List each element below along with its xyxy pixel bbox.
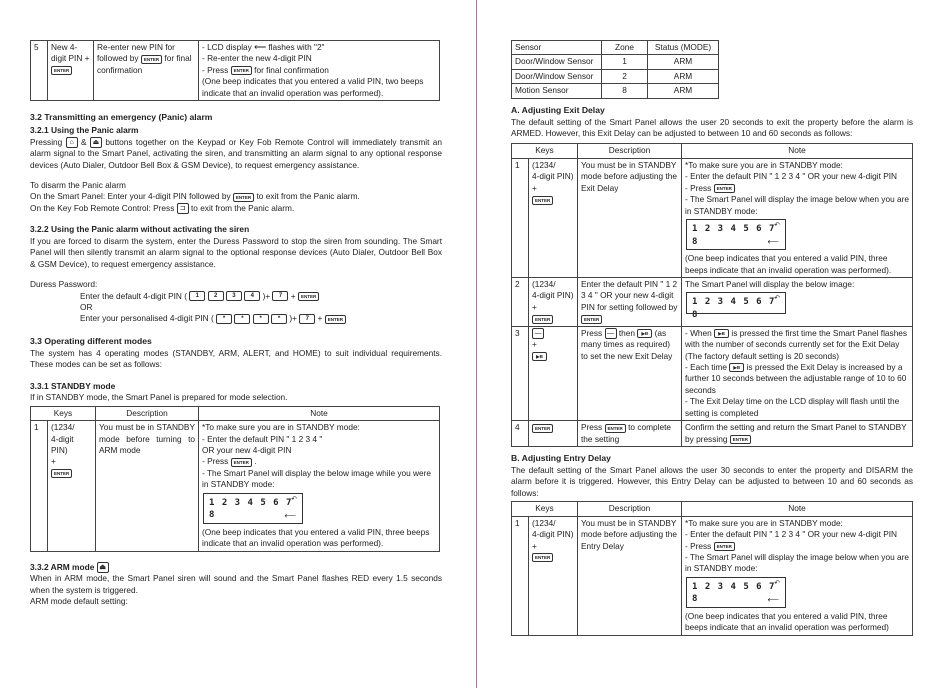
step-keys: New 4-digit PIN + ENTER xyxy=(48,41,94,101)
key-icon: ↶ xyxy=(774,579,780,587)
lcd-display: 1 2 3 4 5 6 7 8 ↶ ⟵ xyxy=(686,219,786,250)
enter-key-icon: ENTER xyxy=(532,315,553,324)
section-title: 3.2 Transmitting an emergency (Panic) alarm xyxy=(30,112,213,123)
unlock-key-icon: ⊐ xyxy=(177,203,189,214)
step-note: *To make sure you are in STANDBY mode: - Enter the default PIN " 1 2 3 4 " OR your new 4-digit PIN - Press ENTER - The Smart Panel will display the image below when you are in STANDBY mode: 1 2 3 4 5 6 7 8 ↶ ⟵ (One beep indicates that you entered a valid PIN, three beeps indicate that an invalid operation was performed) xyxy=(682,516,913,635)
header-sensor: Sensor xyxy=(512,41,602,55)
table-row xyxy=(31,421,440,552)
table-row xyxy=(31,41,440,101)
function-key-icon: — xyxy=(532,328,544,339)
paragraph: If in STANDBY mode, the Smart Panel is prepared for mode selection. xyxy=(30,392,288,403)
paragraph: To disarm the Panic alarm xyxy=(30,179,126,190)
section-title: 3.3 Operating different modes xyxy=(30,335,152,346)
table-row: 1 (1234/ 4-digit PIN) + ENTER You must be in STANDBY mode before adjusting the Entry Delay *To make sure you are in STANDBY mode: - Enter the default PIN " 1 2 3 4 " OR your new 4-digit PIN - Press ENTER - The Smart Panel will display the image below when you are in STANDBY mode: 1 2 3 4 5 6 7 8 ↶ ⟵ (One beep indicates that you entered a valid PIN, three beeps indicate that an invalid operation was performed) xyxy=(512,516,913,635)
arrow-icon: ⟵ xyxy=(254,42,267,52)
keypad-key: * xyxy=(253,314,269,324)
left-page xyxy=(30,0,442,688)
home-key-icon: ⌂ xyxy=(66,137,78,148)
keypad-key: 1 xyxy=(189,291,205,301)
header-description: Description xyxy=(96,406,199,420)
arrow-icon: ⟵ xyxy=(767,237,779,247)
enter-key-icon: ENTER xyxy=(532,553,553,562)
keypad-key: 3 xyxy=(226,291,242,301)
enter-key-icon: ENTER xyxy=(325,315,346,324)
paragraph: The default setting of the Smart Panel allows the user 30 seconds to enter the property and DISARM the alarm before it is triggered. However, this Entry Delay can be adjusted to between 10 and 60 seconds as follows: xyxy=(511,464,913,498)
key-icon: ↶ xyxy=(291,495,297,503)
step-description: Enter the default PIN " 1 2 3 4 " OR your new 4-digit PIN for setting followed by ENTER xyxy=(578,277,682,326)
paragraph: If you are forced to disarm the system, enter the Duress Password to stop the siren from sounding. The Smart Panel will then silently transmit an alarm signal to the optional response devices (Auto Dialer, Outdoor Bell Box & GSM Device), to request emergency assistance. xyxy=(30,235,442,269)
table-row: 3 — + ▶B Press — then ▶B (as many times as required) to set the new Exit Delay - When ▶B is pressed the first time the Smart Panel flashes with the number of seconds currently set for the Exit Delay (The factory default setting is 20 seconds) - Each time ▶B is pressed the Exit Delay is increased by a further 10 seconds between the adjustable range of 10 to 60 seconds - The Exit Delay time on the LCD display will flash until the setting is completed xyxy=(512,326,913,421)
keypad-key: * xyxy=(234,314,250,324)
enter-key-icon: ENTER xyxy=(231,66,252,75)
table-row: 4 ENTER Press ENTER to complete the setting Confirm the setting and return the Smart Panel to STANDBY by pressing ENTER xyxy=(512,421,913,447)
step-note: *To make sure you are in STANDBY mode: - Enter the default PIN " 1 2 3 4 " OR your new 4-digit PIN - Press ENTER - The Smart Panel will display the image below when you are in STANDBY mode: 1 2 3 4 5 6 7 8 ↶ ⟵ (One beep indicates that you entered a valid PIN, three beeps indicate that an invalid operation was performed). xyxy=(682,158,913,277)
zone-b-key-icon: ▶B xyxy=(714,329,729,338)
arrow-icon: ⟵ xyxy=(284,510,296,520)
step-note: - LCD display ⟵ flashes with "2" - Re-enter the new 4-digit PIN - Press ENTER for final confirmation (One beep indicates that you entered a valid PIN, two beeps indicate that an invalid operation was performed). xyxy=(199,41,440,101)
enter-key-icon: ENTER xyxy=(233,193,254,202)
step-description: Re-enter new PIN for followed by ENTER for final confirmation xyxy=(94,41,199,101)
keypad-key: 4 xyxy=(244,291,260,301)
arrow-icon: ⟵ xyxy=(767,594,779,604)
keypad-key: 7 xyxy=(272,291,288,301)
duress-line-1: Enter the default 4-digit PIN ( 1 2 3 4 )+ 7 + ENTER xyxy=(30,291,442,302)
lcd-display: 1 2 3 4 5 6 7 8 ↶ xyxy=(686,292,786,314)
header-status: Status (MODE) xyxy=(648,41,719,55)
paragraph: When in ARM mode, the Smart Panel siren will sound and the Smart Panel flashes RED every 1.5 seconds when the system is triggered. xyxy=(30,573,442,595)
paragraph: The system has 4 operating modes (STANDBY, ARM, ALERT, and HOME) to suit individual requirements. These modes can be set as follows: xyxy=(30,347,442,370)
step-keys: — + ▶B xyxy=(529,326,578,421)
enter-key-icon: ENTER xyxy=(605,424,626,433)
function-key-icon: — xyxy=(605,328,617,339)
enter-key-icon: ENTER xyxy=(231,458,252,467)
step-note: *To make sure you are in STANDBY mode: - Enter the default PIN " 1 2 3 4 " OR your new 4-digit PIN - Press ENTER . - The Smart Panel will display the below image while you were in STANDBY mode: 1 2 3 4 5 6 7 8 ↶ ⟵ (One beep indicates that you entered a valid PIN, three beeps indicate that an invalid operation was performed). xyxy=(199,421,440,552)
table-row: Door/Window Sensor 1 ARM xyxy=(512,55,719,69)
header-zone: Zone xyxy=(602,41,648,55)
enter-key-icon: ENTER xyxy=(532,424,553,433)
step-keys: (1234/ 4-digit PIN) + ENTER xyxy=(529,158,578,277)
enter-key-icon: ENTER xyxy=(714,184,735,193)
key-icon: ↶ xyxy=(774,295,780,303)
step-note: The Smart Panel will display the below image: 1 2 3 4 5 6 7 8 ↶ xyxy=(682,277,913,326)
zone-b-key-icon: ▶B xyxy=(532,352,547,361)
step-keys: (1234/ 4-digit PIN) + ENTER xyxy=(48,421,96,552)
table-row: Door/Window Sensor 2 ARM xyxy=(512,69,719,83)
header-keys: Keys xyxy=(31,406,96,420)
duress-or: OR xyxy=(80,302,93,313)
enter-key-icon: ENTER xyxy=(581,315,602,324)
step-description: You must be in STANDBY mode before adjusting the Exit Delay xyxy=(578,158,682,277)
step-keys: (1234/ 4-digit PIN) + ENTER xyxy=(529,277,578,326)
header-note: Note xyxy=(199,406,440,420)
step-description: Press ENTER to complete the setting xyxy=(578,421,682,447)
section-title: A. Adjusting Exit Delay xyxy=(511,104,605,115)
step-note: - When ▶B is pressed the first time the Smart Panel flashes with the number of seconds currently set for the Exit Delay (The factory default setting is 20 seconds) - Each time ▶B is pressed the Exit Delay is increased by a further 10 seconds between the adjustable range of 10 to 60 seconds - The Exit Delay time on the LCD display will flash until the setting is completed xyxy=(682,326,913,421)
keypad-key: * xyxy=(271,314,287,324)
table-row: 2 (1234/ 4-digit PIN) + ENTER Enter the default PIN " 1 2 3 4 " OR your new 4-digit PIN for setting followed by ENTER The Smart Panel will display the below image: 1 2 3 4 5 6 7 8 ↶ xyxy=(512,277,913,326)
table-row: Motion Sensor 8 ARM xyxy=(512,84,719,98)
enter-key-icon: ENTER xyxy=(730,435,751,444)
enter-key-icon: ENTER xyxy=(51,469,72,478)
subsection-title: 3.3.1 STANDBY mode xyxy=(30,380,116,391)
lock-key-icon: ⏏ xyxy=(90,137,102,148)
keypad-key: 7 xyxy=(299,314,315,324)
step-number: 5 xyxy=(31,41,48,101)
enter-key-icon: ENTER xyxy=(141,55,162,64)
step5-table xyxy=(30,40,440,101)
table-header-row: Keys Description Note xyxy=(512,144,913,158)
table-header-row: Keys Description Note xyxy=(512,502,913,516)
paragraph: Duress Password: xyxy=(30,279,98,290)
keypad-key: * xyxy=(216,314,232,324)
zone-b-key-icon: ▶B xyxy=(729,363,744,372)
right-page xyxy=(511,0,913,688)
subsection-title: 3.3.2 ARM mode ⏏ xyxy=(30,562,442,574)
table-row: 1 (1234/ 4-digit PIN) + ENTER You must be in STANDBY mode before adjusting the Exit Delay *To make sure you are in STANDBY mode: - Enter the default PIN " 1 2 3 4 " OR your new 4-digit PIN - Press ENTER - The Smart Panel will display the image below when you are in STANDBY mode: 1 2 3 4 5 6 7 8 ↶ ⟵ (One beep indicates that you entered a valid PIN, three beeps indicate that an invalid operation was performed). xyxy=(512,158,913,277)
paragraph: On the Smart Panel: Enter your 4-digit PIN followed by ENTER to exit from the Panic alarm. xyxy=(30,191,360,202)
step-keys: (1234/ 4-digit PIN) + ENTER xyxy=(529,516,578,635)
page-divider xyxy=(476,0,477,688)
exit-delay-table xyxy=(511,143,913,447)
sensor-table xyxy=(511,40,719,99)
step-note: Confirm the setting and return the Smart Panel to STANDBY by pressing ENTER xyxy=(682,421,913,447)
section-title: B. Adjusting Entry Delay xyxy=(511,453,611,464)
subsection-title: 3.2.1 Using the Panic alarm xyxy=(30,125,139,136)
step-description: You must be in STANDBY mode before adjusting the Entry Delay xyxy=(578,516,682,635)
entry-delay-table xyxy=(511,501,913,636)
paragraph: The default setting of the Smart Panel allows the user 20 seconds to exit the property before the alarm is ARMED. However, this Exit Delay can be adjusted to between 10 and 60 seconds as follows: xyxy=(511,116,913,139)
paragraph: Pressing ⌂ & ⏏ buttons together on the Keypad or Key Fob Remote Control will immediately transmit an alarm signal to the Smart Panel, activating the siren, and transmitting an alarm signal to any optional response devices (Auto Dialer, Outdoor Bell Box & GSM Device), to request emergency assistance. xyxy=(30,136,442,170)
lock-key-icon: ⏏ xyxy=(97,562,109,573)
key-icon: ↶ xyxy=(774,222,780,230)
table-header-row xyxy=(31,406,440,420)
step-keys xyxy=(529,421,578,447)
enter-key-icon: ENTER xyxy=(298,292,319,301)
zone-b-key-icon: ▶B xyxy=(637,329,652,338)
paragraph: ARM mode default setting: xyxy=(30,596,128,607)
lcd-display: 1 2 3 4 5 6 7 8 ↶ ⟵ xyxy=(686,577,786,608)
enter-key-icon: ENTER xyxy=(51,66,72,75)
step-description: You must be in STANDBY mode before turning to ARM mode xyxy=(96,421,199,552)
duress-line-2: Enter your personalised 4-digit PIN ( * * * * )+ 7 + ENTER xyxy=(30,313,442,324)
paragraph: On the Key Fob Remote Control: Press ⊐ to exit from the Panic alarm. xyxy=(30,202,295,213)
enter-key-icon: ENTER xyxy=(532,196,553,205)
enter-key-icon: ENTER xyxy=(714,542,735,551)
lcd-digits: 1 2 3 4 5 6 7 8 xyxy=(209,497,293,521)
step-description: Press — then ▶B (as many times as required) to set the new Exit Delay xyxy=(578,326,682,421)
standby-table xyxy=(30,406,440,552)
step-number: 1 xyxy=(31,421,48,552)
keypad-key: 2 xyxy=(208,291,224,301)
subsection-title: 3.2.2 Using the Panic alarm without activating the siren xyxy=(30,224,250,235)
table-header-row xyxy=(512,41,719,55)
lcd-display xyxy=(203,493,303,524)
